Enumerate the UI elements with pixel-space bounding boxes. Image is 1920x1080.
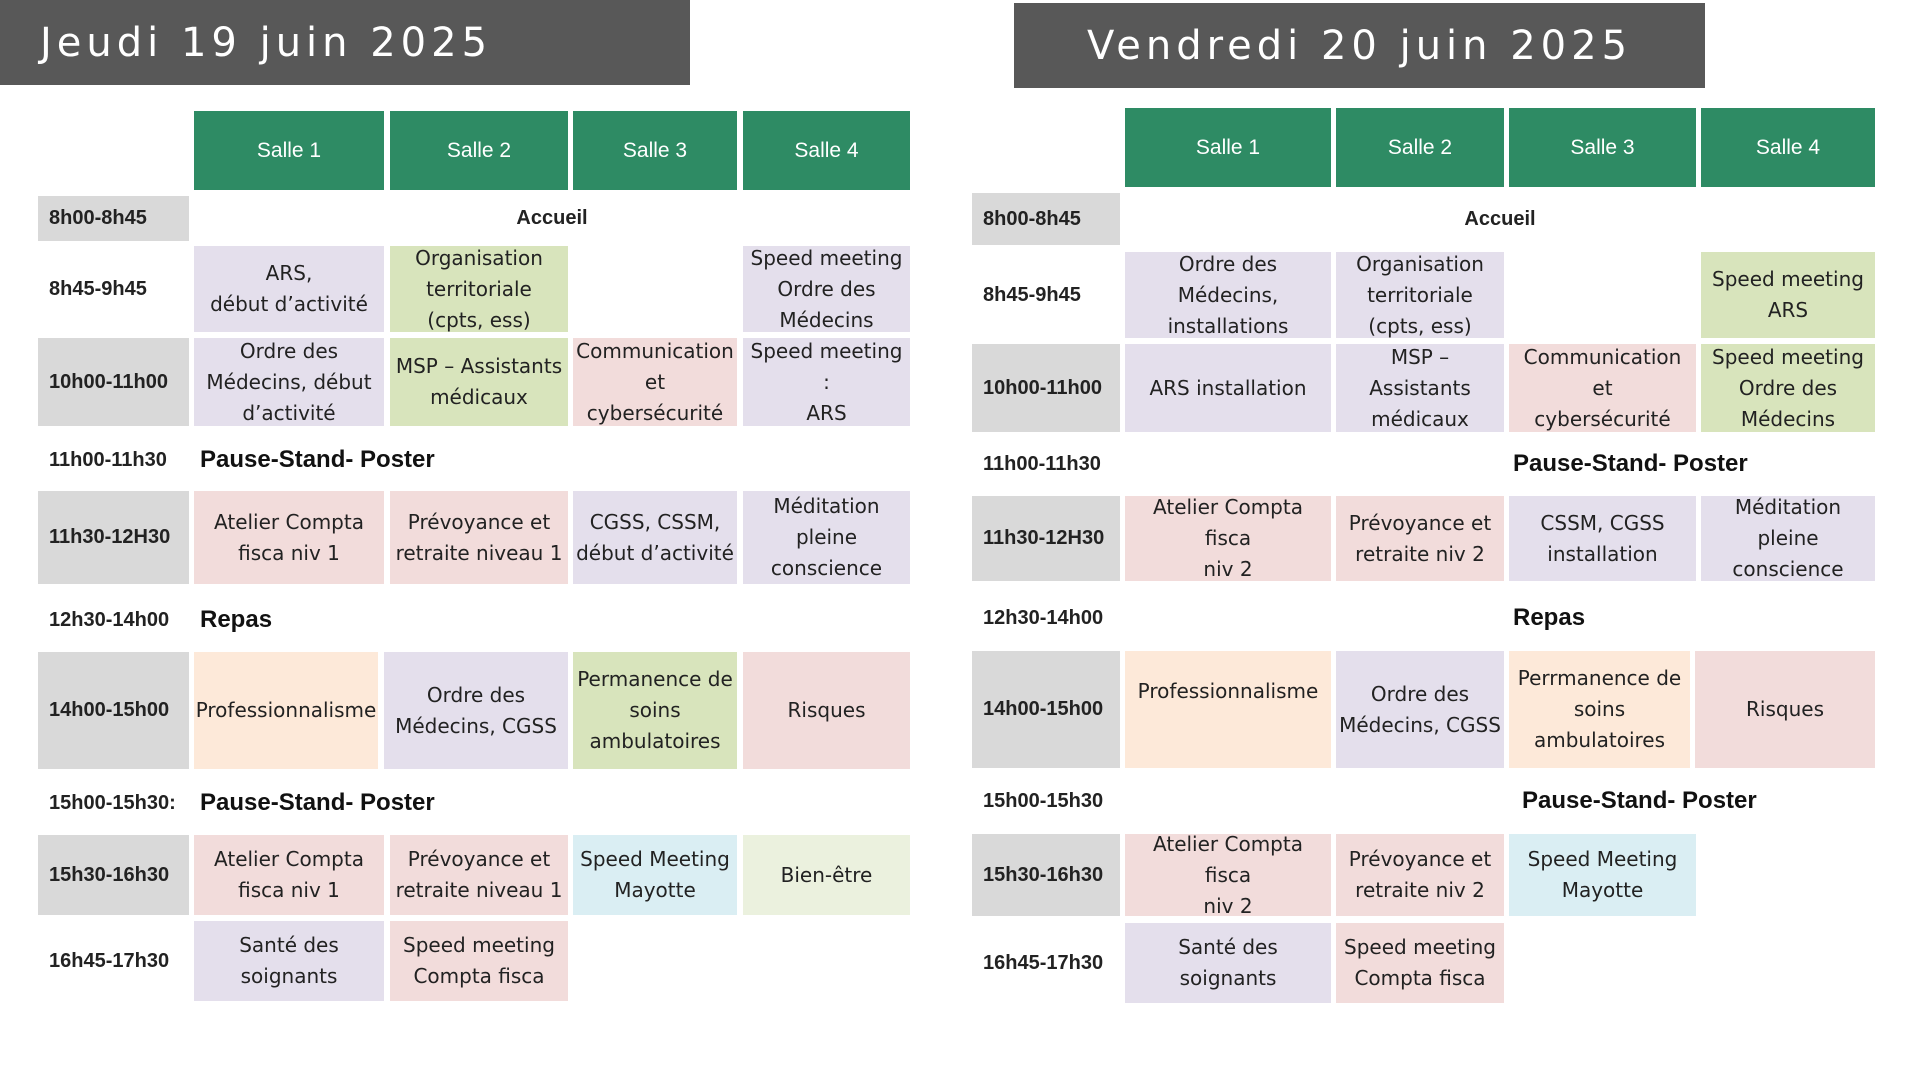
day1-session-1130-salle4: Méditation pleine conscience: [743, 491, 910, 584]
day2-session-1645-salle2: Speed meeting Compta fisca: [1336, 923, 1504, 1003]
day1-room-4-header: Salle 4: [743, 111, 910, 190]
day1-time-1130: 11h30-12H30: [38, 491, 189, 584]
day1-session-1000-salle3: Communication et cybersécurité: [573, 338, 737, 426]
day2-session-1130-salle1: Atelier Compta fisca niv 2: [1125, 496, 1331, 581]
day1-time-1530: 15h30-16h30: [38, 835, 189, 915]
day2-session-0845-salle1: Ordre des Médecins, installations: [1125, 252, 1331, 338]
day2-room-3-header: Salle 3: [1509, 108, 1696, 187]
day2-session-1130-salle4: Méditation pleine conscience: [1701, 496, 1875, 581]
day2-room-1-header: Salle 1: [1125, 108, 1331, 187]
day2-time-0800: 8h00-8h45: [972, 193, 1120, 245]
day2-session-1000-salle1: ARS installation: [1125, 344, 1331, 432]
day2-pause-1: Pause-Stand- Poster: [1513, 450, 1748, 477]
day2-time-1000: 10h00-11h00: [972, 344, 1120, 432]
day1-session-0845-salle2: Organisation territoriale (cpts, ess): [390, 246, 568, 332]
day2-session-1400-salle1: Professionnalisme: [1125, 651, 1331, 768]
day2-accueil: Accueil: [1464, 207, 1536, 230]
day2-session-0845-salle2: Organisation territoriale (cpts, ess): [1336, 252, 1504, 338]
day1-session-1400-salle3: Permanence de soins ambulatoires: [573, 652, 737, 769]
day1-time-1100: 11h00-11h30: [49, 448, 167, 471]
day1-session-1645-salle2: Speed meeting Compta fisca: [390, 921, 568, 1001]
day2-session-1530-salle3: Speed Meeting Mayotte: [1509, 834, 1696, 916]
day2-session-1000-salle3: Communication et cybersécurité: [1509, 344, 1696, 432]
day2-time-1500: 15h00-15h30: [983, 789, 1104, 812]
day1-time-1400: 14h00-15h00: [38, 652, 189, 769]
day2-time-1645: 16h45-17h30: [983, 951, 1104, 974]
day2-room-4-header: Salle 4: [1701, 108, 1875, 187]
day1-session-1400-salle4: Risques: [743, 652, 910, 769]
day2-title: Vendredi 20 juin 2025: [1014, 3, 1705, 88]
day2-session-1645-salle1: Santé des soignants: [1125, 923, 1331, 1003]
day2-session-1130-salle3: CSSM, CGSS installation: [1509, 496, 1696, 581]
day2-session-1400-salle4: Risques: [1695, 651, 1875, 768]
day2-session-1530-salle1: Atelier Compta fisca niv 2: [1125, 834, 1331, 916]
day1-session-1000-salle2: MSP – Assistants médicaux: [390, 338, 568, 426]
day1-session-1130-salle2: Prévoyance et retraite niveau 1: [390, 491, 568, 584]
day2-time-1130: 11h30-12H30: [972, 496, 1120, 581]
day2-session-1000-salle2: MSP – Assistants médicaux: [1336, 344, 1504, 432]
day2-session-1000-salle4: Speed meeting Ordre des Médecins: [1701, 344, 1875, 432]
day1-session-1530-salle1: Atelier Compta fisca niv 1: [194, 835, 384, 915]
day1-session-1400-salle1: Professionnalisme: [194, 652, 378, 769]
day1-room-3-header: Salle 3: [573, 111, 737, 190]
day1-session-1530-salle4: Bien-être: [743, 835, 910, 915]
day2-session-0845-salle4: Speed meeting ARS: [1701, 252, 1875, 338]
day2-repas: Repas: [1513, 604, 1586, 631]
day1-session-0845-salle1: ARS, début d’activité: [194, 246, 384, 332]
day1-room-1-header: Salle 1: [194, 111, 384, 190]
day1-session-1000-salle4: Speed meeting : ARS: [743, 338, 910, 426]
day1-session-1530-salle2: Prévoyance et retraite niveau 1: [390, 835, 568, 915]
day2-time-1400: 14h00-15h00: [972, 651, 1120, 768]
day1-time-0800: 8h00-8h45: [38, 196, 189, 241]
day2-session-1130-salle2: Prévoyance et retraite niv 2: [1336, 496, 1504, 581]
day2-session-1400-salle2: Ordre des Médecins, CGSS: [1336, 651, 1504, 768]
day1-accueil: Accueil: [516, 207, 588, 229]
day1-pause-1: Pause-Stand- Poster: [200, 446, 435, 473]
day1-session-1645-salle1: Santé des soignants: [194, 921, 384, 1001]
day2-room-2-header: Salle 2: [1336, 108, 1504, 187]
day1-pause-2: Pause-Stand- Poster: [200, 789, 435, 816]
day2-time-1530: 15h30-16h30: [972, 834, 1120, 916]
day1-repas: Repas: [200, 606, 273, 633]
day1-time-1500: 15h00-15h30:: [49, 791, 176, 814]
day1-time-0845: 8h45-9h45: [49, 277, 147, 300]
day2-time-1100: 11h00-11h30: [983, 452, 1101, 475]
day2-session-1530-salle2: Prévoyance et retraite niv 2: [1336, 834, 1504, 916]
day1-session-1400-salle2: Ordre des Médecins, CGSS: [384, 652, 568, 769]
day2-pause-2: Pause-Stand- Poster: [1522, 787, 1757, 814]
day1-time-1000: 10h00-11h00: [38, 338, 189, 426]
day2-session-1400-salle3: Perrmanence de soins ambulatoires: [1509, 651, 1690, 768]
day1-session-0845-salle4: Speed meeting Ordre des Médecins: [743, 246, 910, 332]
day1-title: Jeudi 19 juin 2025: [0, 0, 690, 85]
day2-time-0845: 8h45-9h45: [983, 283, 1081, 306]
day1-session-1130-salle3: CGSS, CSSM, début d’activité: [573, 491, 737, 584]
day1-room-2-header: Salle 2: [390, 111, 568, 190]
day1-session-1000-salle1: Ordre des Médecins, début d’activité: [194, 338, 384, 426]
day2-time-1230: 12h30-14h00: [983, 606, 1104, 629]
day1-session-1530-salle3: Speed Meeting Mayotte: [573, 835, 737, 915]
day1-time-1645: 16h45-17h30: [49, 949, 170, 972]
day1-session-1130-salle1: Atelier Compta fisca niv 1: [194, 491, 384, 584]
day1-time-1230: 12h30-14h00: [49, 608, 170, 631]
